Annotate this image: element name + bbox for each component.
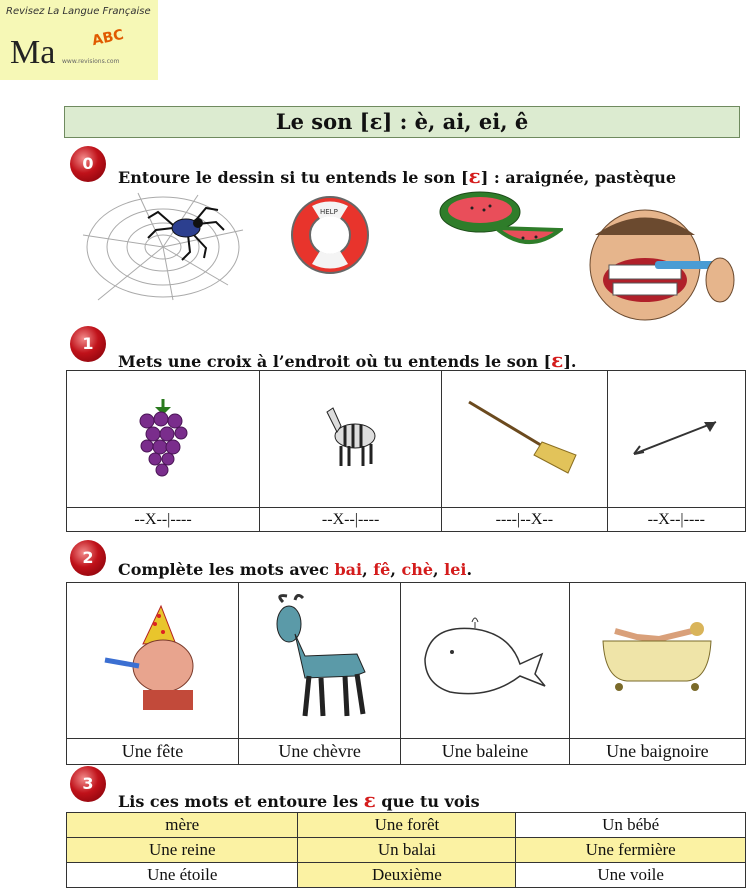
instruction-text: ]. [563, 352, 577, 371]
epsilon-symbol: ɛ [363, 788, 376, 812]
separator: , [390, 560, 402, 579]
word-cell[interactable]: Une forêt [298, 813, 516, 838]
lifebuoy-icon[interactable] [287, 192, 373, 278]
period: . [466, 560, 473, 579]
exercise-1-instruction [118, 348, 576, 372]
separator: , [362, 560, 374, 579]
word-cell: Une baleine [401, 739, 569, 765]
syllable-fe: fê [373, 560, 391, 579]
exercise-1-table [66, 370, 746, 532]
image-cell [239, 583, 401, 739]
zebra-icon[interactable] [321, 402, 381, 472]
logo-text: Ma [10, 34, 56, 71]
exercise-number-badge: 1 [70, 326, 106, 362]
brushing-teeth-icon[interactable] [585, 205, 735, 325]
word-cell[interactable]: Une fermière [516, 838, 746, 863]
goat-icon[interactable] [265, 594, 375, 724]
answer-cell[interactable]: --X--|---- [67, 508, 260, 532]
broom-icon[interactable] [464, 397, 584, 477]
logo-url: www.revisions.com [62, 58, 120, 65]
watermelon-icon[interactable] [438, 190, 563, 260]
site-logo [0, 0, 158, 80]
image-cell [260, 371, 442, 508]
image-cell [569, 583, 745, 739]
instruction-text: Entoure le dessin si tu entends le son [ [118, 168, 469, 187]
logo-abc: ABC [90, 26, 126, 50]
word-cell: Une baignoire [569, 739, 745, 765]
image-cell [67, 371, 260, 508]
exercise-2-table [66, 582, 746, 765]
epsilon-symbol: ɛ [468, 164, 481, 188]
exercise-number-badge: 0 [70, 146, 106, 182]
answer-cell[interactable]: ----|--X-- [442, 508, 607, 532]
exercise-number-badge: 2 [70, 540, 106, 576]
word-cell[interactable]: Deuxième [298, 863, 516, 888]
lifebuoy-label: HELP [320, 208, 338, 216]
word-cell[interactable]: mère [67, 813, 298, 838]
instruction-text: Complète les mots avec [118, 560, 335, 579]
image-cell [67, 583, 239, 739]
instruction-text: ] : araignée, pastèque [480, 168, 676, 187]
exercise-3-instruction [118, 788, 480, 812]
word-cell[interactable]: Une étoile [67, 863, 298, 888]
word-cell[interactable]: Un bébé [516, 813, 746, 838]
bathtub-icon[interactable] [597, 619, 717, 699]
party-man-icon[interactable] [103, 604, 203, 714]
exercise-3-table [66, 812, 746, 888]
arrow-icon[interactable] [626, 412, 726, 462]
answer-cell[interactable]: --X--|---- [260, 508, 442, 532]
logo-tagline: Revisez La Langue Française [6, 6, 151, 17]
grapes-icon[interactable] [133, 397, 193, 477]
image-cell [607, 371, 745, 508]
whale-icon[interactable] [420, 614, 550, 704]
word-cell[interactable]: Un balai [298, 838, 516, 863]
epsilon-symbol: ɛ [551, 348, 564, 372]
exercise-number-badge: 3 [70, 766, 106, 802]
instruction-text: que tu vois [375, 792, 480, 811]
image-cell [401, 583, 569, 739]
syllable-bai: bai [334, 560, 363, 579]
word-cell[interactable]: Une voile [516, 863, 746, 888]
instruction-text: Lis ces mots et entoure les [118, 792, 364, 811]
spider-web-icon[interactable] [78, 190, 248, 305]
word-cell: Une fête [67, 739, 239, 765]
image-cell [442, 371, 607, 508]
instruction-text: Mets une croix à l’endroit où tu entends le son [ [118, 352, 552, 371]
syllable-lei: lei [444, 560, 467, 579]
word-cell: Une chèvre [239, 739, 401, 765]
page-title: Le son [ɛ] : è, ai, ei, ê [64, 106, 740, 138]
word-cell[interactable]: Une reine [67, 838, 298, 863]
separator: , [433, 560, 445, 579]
answer-cell[interactable]: --X--|---- [607, 508, 745, 532]
exercise-2-instruction [118, 560, 472, 579]
exercise-0-instruction [118, 164, 676, 188]
syllable-che: chè [401, 560, 434, 579]
